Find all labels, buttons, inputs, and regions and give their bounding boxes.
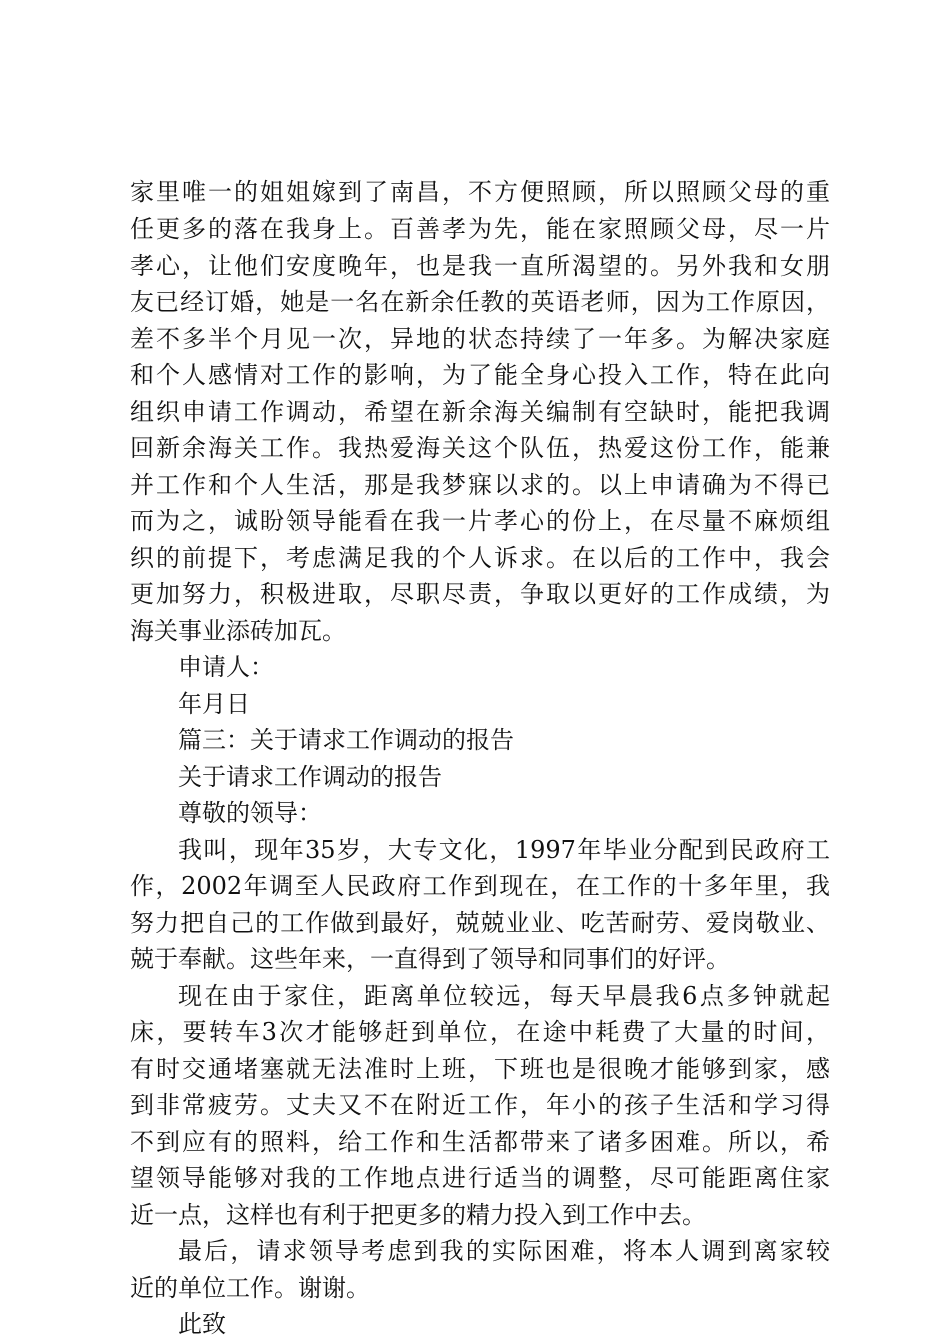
salutation: 尊敬的领导： [178, 799, 322, 827]
body-line: 努力把自己的工作做到最好，兢兢业业、吃苦耐劳、爱岗敬业、 [130, 909, 830, 937]
body-line: 组织申请工作调动，希望在新余海关编制有空缺时，能把我调 [130, 398, 830, 426]
body-line: 并工作和个人生活，那是我梦寐以求的。以上申请确为不得已 [130, 471, 830, 499]
body-line: 床，要转车3次才能够赶到单位，在途中耗费了大量的时间， [130, 1018, 830, 1046]
body-line: 而为之，诚盼领导能看在我一片孝心的份上，在尽量不麻烦组 [130, 507, 830, 535]
body-line: 不到应有的照料，给工作和生活都带来了诸多困难。所以，希 [130, 1128, 830, 1156]
body-line: 近一点，这样也有利于把更多的精力投入到工作中去。 [130, 1201, 706, 1229]
closing-line: 此致 [178, 1310, 226, 1338]
applicant-label: 申请人： [178, 653, 274, 681]
body-line: 我叫，现年35岁，大专文化，1997年毕业分配到民政府工 [178, 836, 830, 864]
body-line: 任更多的落在我身上。百善孝为先，能在家照顾父母，尽一片 [130, 215, 830, 243]
body-line: 现在由于家住，距离单位较远，每天早晨我6点多钟就起 [178, 982, 830, 1010]
date-label: 年月日 [178, 690, 250, 718]
section-heading: 篇三：关于请求工作调动的报告 [178, 726, 514, 754]
body-line: 兢于奉献。这些年来，一直得到了领导和同事们的好评。 [130, 945, 730, 973]
body-line: 望领导能够对我的工作地点进行适当的调整，尽可能距离住家 [130, 1164, 830, 1192]
body-line: 回新余海关工作。我热爱海关这个队伍，热爱这份工作，能兼 [130, 434, 830, 462]
body-line: 近的单位工作。谢谢。 [130, 1274, 370, 1302]
body-line: 海关事业添砖加瓦。 [130, 617, 346, 645]
body-line: 和个人感情对工作的影响，为了能全身心投入工作，特在此向 [130, 361, 830, 389]
body-line: 友已经订婚，她是一名在新余任教的英语老师，因为工作原因， [130, 288, 830, 316]
body-line: 到非常疲劳。丈夫又不在附近工作，年小的孩子生活和学习得 [130, 1091, 830, 1119]
report-title: 关于请求工作调动的报告 [178, 763, 442, 791]
body-line: 作，2002年调至人民政府工作到现在，在工作的十多年里，我 [130, 872, 830, 900]
body-line: 孝心，让他们安度晚年，也是我一直所渴望的。另外我和女朋 [130, 252, 830, 280]
body-line: 差不多半个月见一次，异地的状态持续了一年多。为解决家庭 [130, 325, 830, 353]
body-line: 更加努力，积极进取，尽职尽责，争取以更好的工作成绩，为 [130, 580, 830, 608]
body-line: 织的前提下，考虑满足我的个人诉求。在以后的工作中，我会 [130, 544, 830, 572]
body-line: 有时交通堵塞就无法准时上班，下班也是很晚才能够到家，感 [130, 1055, 830, 1083]
body-line: 最后，请求领导考虑到我的实际困难，将本人调到离家较 [178, 1237, 830, 1265]
body-line: 家里唯一的姐姐嫁到了南昌，不方便照顾，所以照顾父母的重 [130, 178, 830, 206]
